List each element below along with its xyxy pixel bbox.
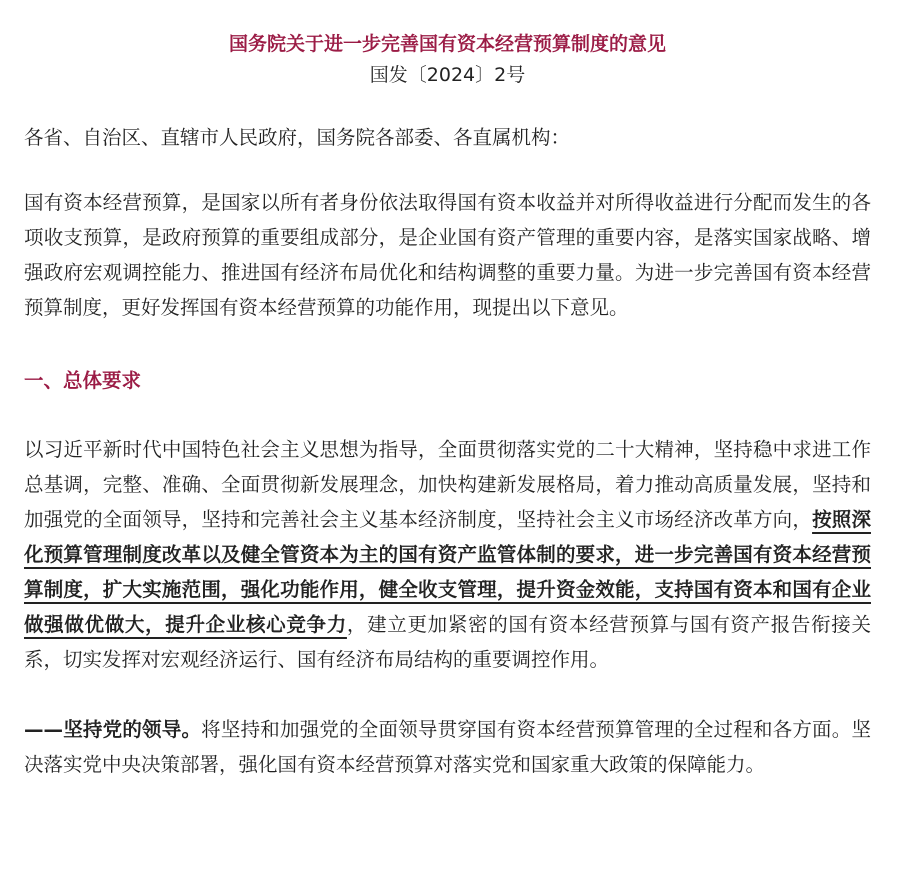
salutation: 各省、自治区、直辖市人民政府，国务院各部委、各直属机构：	[24, 126, 571, 149]
intro-paragraph: 国有资本经营预算，是国家以所有者身份依法取得国有资本收益并对所得收益进行分配而发生的各项收支预算，是政府预算的重要组成部分，是企业国有资产管理的重要内容，是落实国家战略、增强政府宏观调控能力、推进国有经济布局优化和结构调整的重要力量。为进一步完善国有资本经营预算制度，更好发挥国有资本经营预算的功能作用，现提出以下意见。	[24, 191, 871, 319]
general-requirements-paragraph	[24, 432, 871, 677]
principle-party-leadership	[24, 712, 871, 782]
paragraph-text-before: 以习近平新时代中国特色社会主义思想为指导，全面贯彻落实党的二十大精神，坚持稳中求进工作总基调，完整、准确、全面贯彻新发展理念，加快构建新发展格局，着力推动高质量发展，坚持和加强党的全面领导，坚持和完善社会主义基本经济制度，坚持社会主义市场经济改革方向，	[24, 438, 871, 531]
paragraph-text-after: ，建立更加紧密的国有资本经营预算与国有资产报告衔接关系，切实发挥对宏观经济运行、国有经济布局结构的重要调控作用。	[24, 613, 871, 671]
section-heading-general-requirements: 一、总体要求	[24, 369, 142, 392]
principle-lead: ——坚持党的领导。	[24, 718, 202, 741]
document-number: 国发〔2024〕2号	[369, 64, 526, 86]
principle-text: 将坚持和加强党的全面领导贯穿国有资本经营预算管理的全过程和各方面。坚决落实党中央决策部署，强化国有资本经营预算对落实党和国家重大政策的保障能力。	[24, 718, 871, 776]
document-title: 国务院关于进一步完善国有资本经营预算制度的意见	[228, 33, 666, 55]
emphasized-text: 按照深化预算管理制度改革以及健全管资本为主的国有资产监管体制的要求，进一步完善国有资本经营预算制度，扩大实施范围，强化功能作用，健全收支管理，提升资金效能，支持国有资本和国有企业做强做优做大，提升企业核心竞争力	[24, 508, 871, 636]
